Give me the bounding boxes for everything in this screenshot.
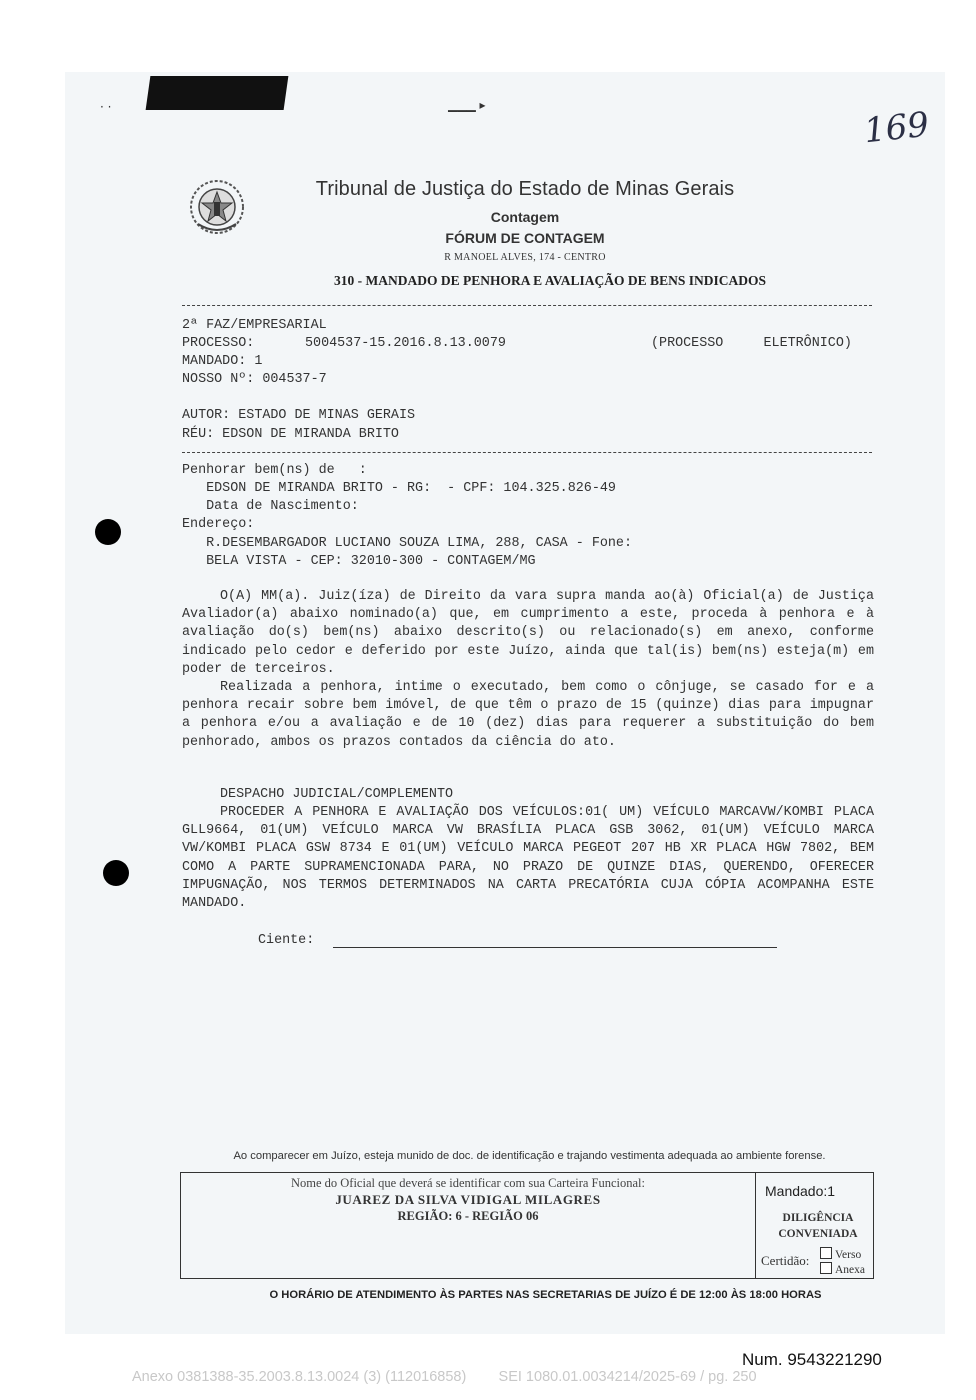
processo-number: 5004537-15.2016.8.13.0079 [305,336,506,351]
certidao-label: Certidão: [761,1253,810,1268]
verso-checkbox[interactable] [820,1247,832,1259]
dashed-divider [182,305,872,306]
anexa-option[interactable] [820,1262,865,1276]
scan-speck: · · [100,100,112,114]
verso-option[interactable] [820,1247,861,1261]
diligencia-label [761,1210,875,1242]
officer-label: Nome do Oficial que deverá se identificar com sua Carteira Funcional: [290,1176,646,1190]
ciente-label: Ciente: [258,933,315,948]
officer-region: REGIÃO: 6 - REGIÃO 06 [397,1209,539,1223]
punch-hole [95,519,121,545]
debtor-line: EDSON DE MIRANDA BRITO - RG: - CPF: 104.325.826-49 [182,481,616,496]
anexa-label: Anexa [835,1264,866,1276]
address-line-1: R.DESEMBARGADOR LUCIANO SOUZA LIMA, 288, CASA - Fone: [182,536,632,551]
anexa-checkbox[interactable] [820,1262,832,1274]
officer-name: JUAREZ DA SILVA VIDIGAL MILAGRES [335,1192,601,1207]
box-divider [755,1173,756,1278]
verso-label: Verso [835,1249,862,1261]
autor-line: AUTOR: ESTADO DE MINAS GERAIS [182,408,416,423]
redaction-block [146,76,289,110]
document-num: Num. 9543221290 [742,1350,882,1369]
order-paragraph: O(A) MM(a). Juiz(íza) de Direito da vara supra manda ao(à) Oficial(a) de Justiça Avaliador(a) abaixo nominado(a) que, em cumprimento a este, proceda à penhora e à avaliação do(s) bem(ns) abaixo descrito(s) ou relacionado(s) em anexo, conforme indicado pelo cedor e deferido por este Juízo, ainda que tal(is) bem(ns) esteja(m) em poder de terceiros. [182,589,874,677]
penhorar-intro: Penhorar bem(ns) de : [182,463,367,478]
city-name: Contagem [490,209,560,225]
forum-name: FÓRUM DE CONTAGEM [445,230,605,246]
diligencia-line-1: DILIGÊNCIA [782,1212,854,1224]
attire-notice: Ao comparecer em Juízo, esteja munido de doc. de identificação e trajando vestimenta adequada ao ambiente forense. [233,1150,826,1162]
despacho-heading: DESPACHO JUDICIAL/COMPLEMENTO [220,787,454,802]
office-hours-notice: O HORÁRIO DE ATENDIMENTO ÀS PARTES NAS SECRETARIAS DE JUÍZO É DE 12:00 ÀS 18:00 HORAS [269,1289,822,1301]
nosso-numero-line: NOSSO Nº: 004537-7 [182,372,327,387]
processo-label: PROCESSO: [182,336,255,351]
court-name: Tribunal de Justiça do Estado de Minas Gerais [315,178,735,200]
coat-of-arms-icon [188,178,246,236]
mandado-line: MANDADO: 1 [182,354,263,369]
intimation-paragraph: Realizada a penhora, intime o executado, bem como o cônjuge, se casado for e a penhora recair sobre bem imóvel, de que têm o prazo de 15 (quinze) dias para impugnar a penhora e/ou a avaliação e de 10 (dez) dias para requerer a substituição do bem penhorado, ambos os prazos contados da ciência do ato. [182,680,874,750]
punch-hole [103,860,129,886]
footer-stamp: Anexo 0381388-35.2003.8.13.0024 (3) (112016858) SEI 1080.01.0034214/2025-69 / pg. 250 [132,1369,757,1385]
vara-line: 2ª FAZ/EMPRESARIAL [182,318,327,333]
dashed-divider [182,452,872,453]
scan-speck: ▁▁▁ ▸ [448,98,486,112]
reu-line: RÉU: EDSON DE MIRANDA BRITO [182,427,399,442]
officer-box [180,1172,874,1279]
handwritten-page-number: 169 [862,104,931,152]
address-label: Endereço: [182,517,255,532]
ciente-signature-line [333,947,777,948]
forum-address: R MANOEL ALVES, 174 - CENTRO [444,252,606,263]
birth-date-line: Data de Nascimento: [182,499,359,514]
processo-type: (PROCESSO ELETRÔNICO) [651,336,852,351]
diligencia-line-2: CONVENIADA [778,1228,858,1240]
despacho-text: PROCEDER A PENHORA E AVALIAÇÃO DOS VEÍCULOS:01( UM) VEÍCULO MARCAVW/KOMBI PLACA GLL9664, 01(UM) VEÍCULO MARCA VW BRASÍLIA PLACA GSB 3062, 01(UM) VEÍCULO MARCA VW/KOMBI PLACA GSW 8734 E 01(UM) VEÍCULO MARCA PEGEOT 207 HB XR PLACA HGW 7802, BEM COMO A PARTE SUPRAMENCIONADA PARA, NO PRAZO DE QUINZE DIAS, QUERENDO, OFERECER IMPUGNAÇÃO, NOS TERMOS DETERMINADOS NA CARTA PRECATÓRIA CUJA CÓPIA ACOMPANHA ESTE MANDADO. [182,805,874,912]
document-type-title: 310 - MANDADO DE PENHORA E AVALIAÇÃO DE BENS INDICADOS [334,273,766,288]
mandado-number: Mandado:1 [765,1183,836,1199]
address-line-2: BELA VISTA - CEP: 32010-300 - CONTAGEM/MG [182,554,536,569]
